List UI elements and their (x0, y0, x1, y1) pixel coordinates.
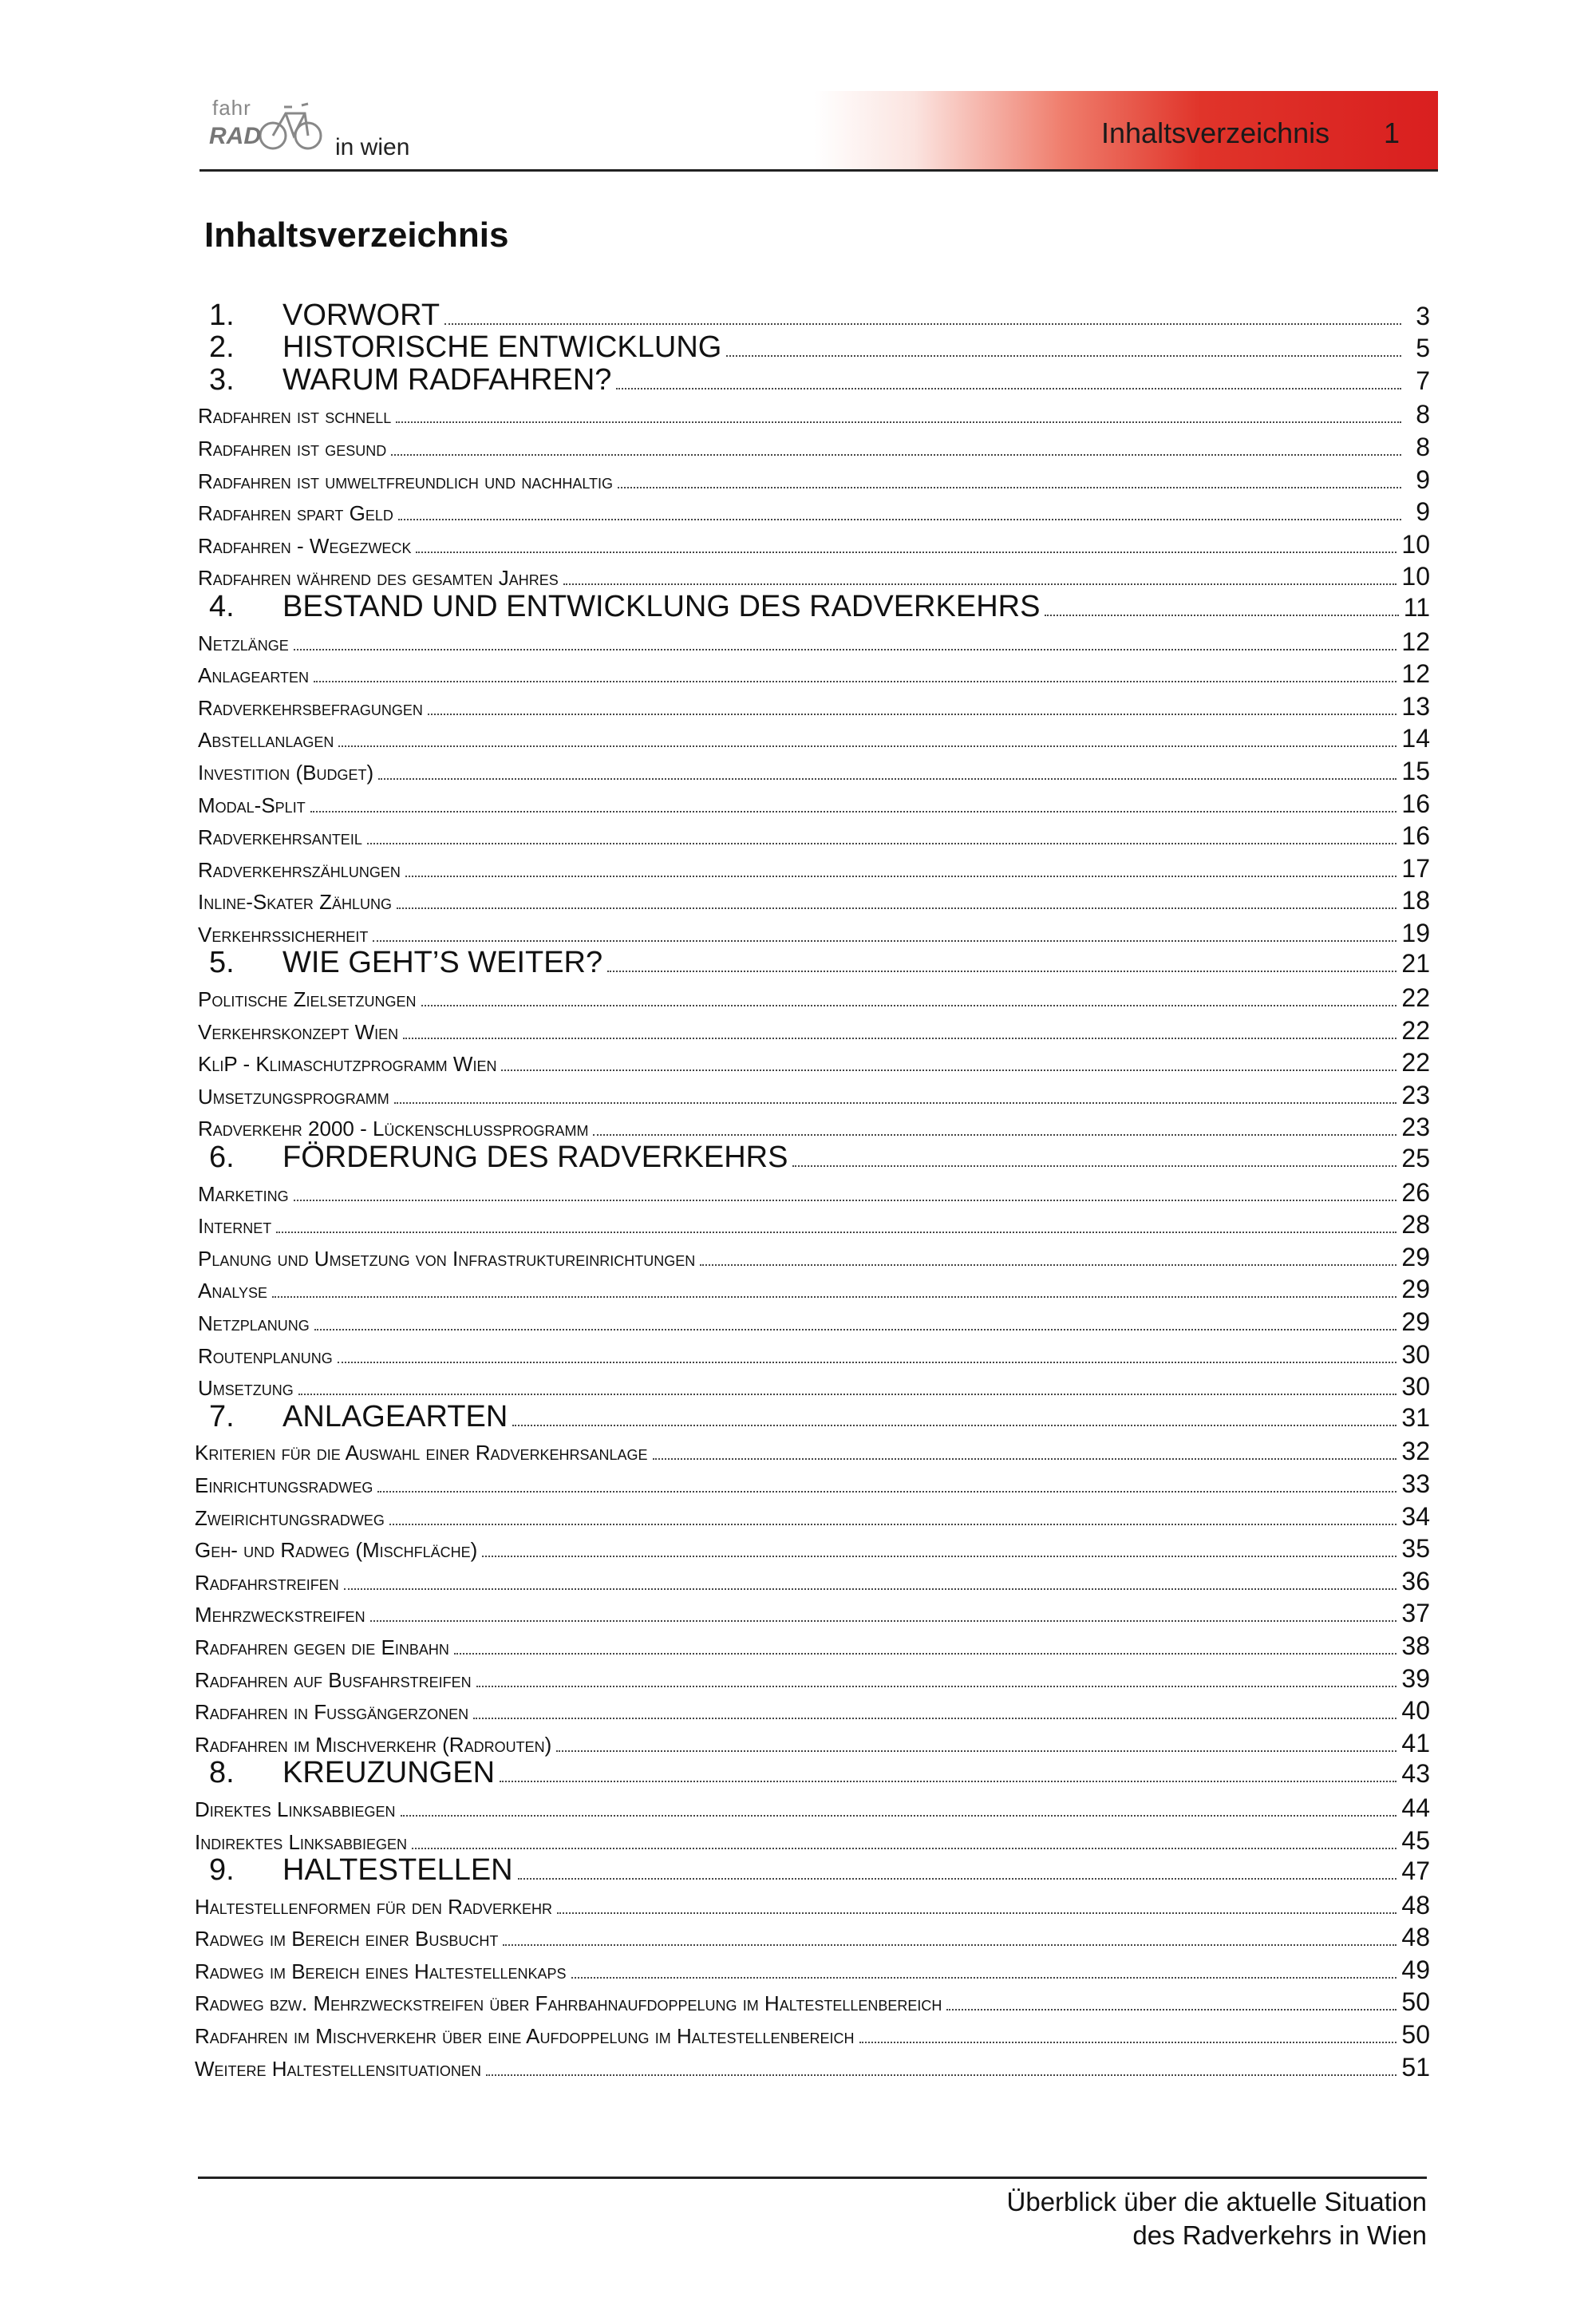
toc-section-row (0, 657, 1596, 690)
toc-section-row (0, 1370, 1596, 1402)
toc-section-title: Haltestellenformen für den Radverkehr (195, 1894, 552, 1919)
toc-entry (209, 330, 1430, 365)
toc-section-row (0, 884, 1596, 916)
toc-entry (198, 1048, 1430, 1077)
toc-section-title: Planung und Umsetzung von Infrastruktureinrichtungen (198, 1246, 696, 1271)
toc-section-title: Analyse (198, 1279, 268, 1303)
toc-dot-leader (444, 322, 1401, 325)
toc-entry (209, 363, 1430, 397)
toc-dot-leader (391, 453, 1401, 456)
toc-entry (195, 1469, 1430, 1499)
toc-entry (198, 562, 1430, 591)
toc-dot-leader (500, 1780, 1396, 1782)
toc-section-title: Indirektes Linksabbiegen (195, 1829, 407, 1854)
toc-section-title: Radfahren ist umweltfreundlich und nachhaltig (198, 469, 614, 493)
toc-section-row (0, 1564, 1596, 1596)
toc-page-number: 22 (1401, 1015, 1430, 1045)
toc-dot-leader (503, 1943, 1396, 1946)
toc-page-number: 28 (1401, 1210, 1430, 1240)
toc-section-row (0, 1208, 1596, 1240)
toc-page-number: 19 (1401, 918, 1430, 947)
footer-line-1: Überblick über die aktuelle Situation (1006, 2187, 1427, 2216)
toc-section-row (0, 1661, 1596, 1694)
toc-section-title: Mehrzweckstreifen (195, 1603, 365, 1627)
toc-entry (198, 497, 1430, 527)
toc-page-number: 26 (1401, 1177, 1430, 1207)
toc-dot-leader (272, 1295, 1396, 1298)
toc-page-number: 48 (1401, 1890, 1430, 1920)
toc-section-title: Radfahren im Mischverkehr über eine Aufdoppelung im Haltestellenbereich (195, 2024, 855, 2049)
toc-page-number: 3 (1416, 301, 1430, 330)
toc-chapter-title: VORWORT (282, 298, 440, 332)
toc-section-title: Radweg im Bereich eines Haltestellenkaps (195, 1959, 567, 1983)
toc-page-number: 21 (1401, 949, 1430, 979)
toc-dot-leader (294, 1199, 1397, 1201)
toc-chapter-title: ANLAGEARTEN (282, 1399, 508, 1433)
toc-chapter-title: WIE GEHT’S WEITER? (282, 946, 603, 980)
toc-entry (198, 1340, 1430, 1370)
toc-entry (195, 1664, 1430, 1694)
toc-entry (195, 1696, 1430, 1726)
toc-section-title: Kriterien für die Auswahl einer Radverkehrsanlage (195, 1441, 648, 1465)
toc-chapter-row (0, 1758, 1596, 1791)
toc-section-title: Radfahren gegen die Einbahn (195, 1635, 449, 1659)
toc-page-number: 22 (1401, 1048, 1430, 1077)
toc-section-row (0, 495, 1596, 528)
toc-section-title: Inline-Skater Zählung (198, 890, 393, 915)
toc-chapter-row (0, 1399, 1596, 1434)
toc-dot-leader (486, 2074, 1396, 2076)
toc-dot-leader (377, 1490, 1396, 1493)
toc-section-title: Einrichtungsradweg (195, 1473, 373, 1497)
toc-page-number: 50 (1401, 1987, 1430, 2017)
toc-section-title: Radfahren im Mischverkehr (Radrouten) (195, 1732, 552, 1757)
toc-entry (195, 1826, 1430, 1856)
toc-section-title: Radverkehr 2000 - Lückenschlussprogramm (198, 1117, 589, 1141)
toc-dot-leader (397, 907, 1396, 909)
toc-section-title: Direktes Linksabbiegen (195, 1797, 396, 1821)
toc-entry (209, 1853, 1430, 1888)
toc-dot-leader (726, 354, 1401, 357)
page-title: Inhaltsverzeichnis (204, 215, 509, 255)
toc-dot-leader (946, 2008, 1396, 2011)
toc-section-row (0, 1888, 1596, 1920)
toc-entry (209, 946, 1430, 980)
toc-dot-leader (403, 1037, 1396, 1039)
toc-chapter-row (0, 362, 1596, 397)
toc-dot-leader (370, 1619, 1397, 1622)
toc-page-number: 25 (1401, 1144, 1430, 1173)
toc-chapter-row (0, 948, 1596, 981)
toc-section-title: Radfahrstreifen (195, 1570, 339, 1595)
toc-entry (198, 983, 1430, 1013)
toc-section-row (0, 1726, 1596, 1758)
footer-text (1007, 2185, 1427, 2252)
toc-dot-leader (344, 1587, 1397, 1590)
toc-page-number: 15 (1401, 756, 1430, 785)
toc-page-number: 34 (1401, 1501, 1430, 1531)
toc-entry (198, 1275, 1430, 1304)
toc-entry (198, 854, 1430, 884)
toc-section-title: Routenplanung (198, 1343, 333, 1368)
toc-section-title: Politische Zielsetzungen (198, 987, 417, 1012)
footer-divider (198, 2177, 1427, 2179)
toc-page-number: 14 (1401, 724, 1430, 753)
toc-entry (198, 627, 1430, 657)
toc-entry (209, 1400, 1430, 1434)
toc-entry (198, 919, 1430, 948)
toc-section-title: Verkehrskonzept Wien (198, 1019, 399, 1044)
footer-line-2: des Radverkehrs in Wien (1132, 2220, 1427, 2250)
toc-entry (198, 530, 1430, 559)
toc-section-title: Radfahren während des gesamten Jahres (198, 566, 559, 591)
toc-section-title: Verkehrssicherheit (198, 922, 369, 947)
toc-entry (195, 1793, 1430, 1823)
toc-page-number: 33 (1401, 1469, 1430, 1498)
toc-entry (198, 1113, 1430, 1142)
toc-section-title: Marketing (198, 1181, 289, 1206)
toc-section-row (0, 2017, 1596, 2050)
toc-entry (209, 1756, 1430, 1790)
toc-section-row (0, 1920, 1596, 1953)
toc-dot-leader (859, 2041, 1397, 2043)
toc-dot-leader (276, 1231, 1396, 1233)
toc-section-row (0, 1823, 1596, 1856)
toc-page-number: 30 (1401, 1339, 1430, 1369)
toc-entry (198, 1016, 1430, 1046)
toc-section-row (0, 1240, 1596, 1272)
toc-section-title: Anlagearten (198, 663, 310, 688)
toc-dot-leader (378, 777, 1396, 780)
toc-entry (195, 1923, 1430, 1952)
toc-entry (198, 821, 1430, 851)
toc-entry (195, 1987, 1430, 2017)
toc-section-row (0, 429, 1596, 462)
toc-dot-leader (607, 970, 1396, 972)
toc-section-row (0, 624, 1596, 657)
toc-page-number: 23 (1401, 1080, 1430, 1109)
toc-section-title: Netzlänge (198, 631, 289, 655)
toc-page-number: 35 (1401, 1534, 1430, 1564)
toc-entry (209, 299, 1430, 333)
toc-section-title: Radweg bzw. Mehrzweckstreifen über Fahrbahnaufdoppelung im Haltestellenbereich (195, 1991, 942, 2016)
toc-page-number: 29 (1401, 1275, 1430, 1304)
toc-entry (198, 1307, 1430, 1337)
toc-section-row (0, 786, 1596, 819)
toc-page-number: 37 (1401, 1599, 1430, 1628)
header-band (814, 91, 1438, 171)
toc-section-row (0, 1790, 1596, 1823)
toc-dot-leader (314, 680, 1396, 682)
toc-dot-leader (294, 648, 1397, 650)
logo-rad-text: RAD (209, 123, 261, 149)
toc-chapter-row (0, 591, 1596, 624)
toc-section-row (0, 1985, 1596, 2018)
toc-dot-leader (593, 1133, 1396, 1136)
toc-section-title: Radverkehrsanteil (198, 825, 362, 850)
toc-section-row (0, 1110, 1596, 1143)
toc-entry (195, 1567, 1430, 1596)
toc-page-number: 8 (1416, 432, 1430, 461)
toc-page-number: 17 (1401, 853, 1430, 883)
toc-dot-leader (563, 583, 1397, 585)
toc-page-number: 9 (1416, 497, 1430, 527)
header-page-number: 1 (1384, 117, 1400, 149)
toc-dot-leader (501, 1069, 1396, 1071)
toc-page-number: 7 (1416, 366, 1430, 395)
toc-page-number: 29 (1401, 1307, 1430, 1336)
toc-entry (198, 757, 1430, 786)
toc-page-number: 9 (1416, 465, 1430, 494)
toc-section-row (0, 1952, 1596, 1985)
toc-dot-leader (412, 1847, 1396, 1849)
toc-entry (198, 1243, 1430, 1272)
toc-chapter-title: WARUM RADFAHREN? (282, 362, 612, 397)
toc-page-number: 5 (1416, 334, 1430, 363)
toc-entry (198, 1178, 1430, 1208)
toc-chapter-row (0, 1142, 1596, 1175)
toc-entry (198, 724, 1430, 753)
toc-dot-leader (571, 1976, 1397, 1979)
toc-chapter-row (0, 330, 1596, 366)
toc-dot-leader (518, 1877, 1397, 1880)
toc-page-number: 12 (1401, 627, 1430, 656)
toc-entry (198, 659, 1430, 689)
toc-entry (195, 1631, 1430, 1661)
toc-section-row (0, 1272, 1596, 1305)
toc-dot-leader (298, 1393, 1397, 1395)
toc-page-number: 41 (1401, 1728, 1430, 1757)
toc-page-number: 10 (1401, 529, 1430, 559)
toc-dot-leader (473, 1717, 1396, 1719)
toc-dot-leader (482, 1555, 1396, 1557)
toc-chapter-title: KREUZUNGEN (282, 1756, 496, 1790)
toc-chapter-number: 3. (209, 362, 235, 397)
toc-page-number: 23 (1401, 1113, 1430, 1142)
toc-section-row (0, 397, 1596, 430)
toc-dot-leader (428, 713, 1397, 715)
toc-dot-leader (557, 1912, 1396, 1914)
toc-section-title: Geh- und Radweg (Mischfläche) (195, 1538, 478, 1563)
toc-dot-leader (310, 810, 1397, 813)
toc-page-number: 39 (1401, 1663, 1430, 1693)
toc-chapter-row (0, 1853, 1596, 1888)
toc-section-row (0, 1337, 1596, 1370)
toc-entry (198, 1081, 1430, 1110)
toc-page-number: 32 (1401, 1437, 1430, 1466)
toc-page-number: 31 (1401, 1402, 1430, 1432)
toc-section-title: Umsetzung (198, 1376, 294, 1401)
toc-chapter-number: 4. (209, 589, 235, 623)
toc-page-number: 47 (1401, 1856, 1430, 1886)
toc-section-title: Umsetzungsprogramm (198, 1084, 389, 1109)
toc-section-row (0, 689, 1596, 722)
toc-entry (198, 400, 1430, 429)
toc-entry (195, 1599, 1430, 1628)
toc-chapter-number: 5. (209, 946, 235, 980)
toc-section-title: Internet (198, 1214, 272, 1239)
toc-section-title: Radfahren ist schnell (198, 404, 392, 429)
toc-page-number: 49 (1401, 1955, 1430, 1984)
toc-dot-leader (512, 1424, 1396, 1426)
toc-chapter-number: 8. (209, 1756, 235, 1790)
toc-dot-leader (401, 1814, 1397, 1817)
toc-dot-leader (476, 1685, 1397, 1687)
toc-section-row (0, 1499, 1596, 1532)
toc-chapter-title: FÖRDERUNG DES RADVERKEHRS (282, 1141, 788, 1175)
toc-dot-leader (416, 551, 1396, 553)
toc-section-title: Investition (Budget) (198, 760, 374, 785)
toc-page-number: 40 (1401, 1696, 1430, 1726)
toc-section-row (0, 980, 1596, 1013)
toc-page-number: 48 (1401, 1923, 1430, 1952)
toc-dot-leader (389, 1523, 1397, 1525)
toc-section-title: KliP - Klimaschutzprogramm Wien (198, 1052, 497, 1077)
toc-section-row (0, 2050, 1596, 2082)
table-of-contents (0, 300, 1596, 2082)
toc-entry (209, 590, 1430, 624)
toc-dot-leader (394, 1101, 1397, 1104)
toc-dot-leader (338, 1361, 1397, 1363)
toc-page-number: 29 (1401, 1242, 1430, 1271)
toc-page-number: 50 (1401, 2020, 1430, 2050)
logo-fahr-text: fahr (212, 96, 251, 120)
toc-section-row (0, 1532, 1596, 1564)
toc-section-title: Radfahren in Fußgängerzonen (195, 1700, 469, 1725)
toc-page-number: 51 (1401, 2052, 1430, 2082)
toc-section-title: Zweirichtungsradweg (195, 1505, 385, 1530)
toc-entry (209, 1141, 1430, 1175)
toc-section-title: Radweg im Bereich einer Busbucht (195, 1927, 499, 1951)
toc-page-number: 38 (1401, 1631, 1430, 1660)
toc-page-number: 44 (1401, 1793, 1430, 1822)
toc-page-number: 16 (1401, 789, 1430, 818)
toc-section-row (0, 753, 1596, 786)
toc-dot-leader (421, 1004, 1397, 1006)
toc-section-row (0, 851, 1596, 884)
toc-chapter-number: 9. (209, 1853, 235, 1888)
toc-section-row (0, 1175, 1596, 1208)
toc-dot-leader (367, 842, 1397, 844)
toc-entry (198, 1210, 1430, 1240)
toc-entry (195, 1729, 1430, 1758)
toc-section-row (0, 527, 1596, 559)
toc-section-title: Radfahren - Wegezweck (198, 533, 412, 558)
toc-section-row (0, 1596, 1596, 1629)
toc-page-number: 45 (1401, 1825, 1430, 1855)
toc-section-row (0, 1694, 1596, 1726)
toc-entry (198, 692, 1430, 722)
toc-entry (195, 1502, 1430, 1532)
toc-chapter-row (0, 300, 1596, 333)
toc-dot-leader (314, 1328, 1397, 1330)
toc-dot-leader (405, 875, 1397, 877)
toc-section-title: Radverkehrszählungen (198, 857, 401, 882)
toc-dot-leader (618, 486, 1401, 488)
toc-section-row (0, 1466, 1596, 1499)
toc-section-row (0, 819, 1596, 852)
toc-entry (195, 1891, 1430, 1920)
toc-section-title: Modal-Split (198, 793, 306, 817)
toc-section-row (0, 1434, 1596, 1467)
toc-dot-leader (396, 421, 1401, 423)
toc-page-number: 18 (1401, 886, 1430, 915)
toc-section-title: Radfahren auf Busfahrstreifen (195, 1667, 472, 1692)
toc-dot-leader (338, 745, 1396, 747)
toc-section-row (0, 1304, 1596, 1337)
toc-page-number: 8 (1416, 400, 1430, 429)
toc-page-number: 10 (1401, 562, 1430, 591)
toc-dot-leader (373, 939, 1396, 942)
toc-chapter-title: HALTESTELLEN (282, 1853, 513, 1888)
toc-dot-leader (700, 1263, 1396, 1266)
toc-section-row (0, 915, 1596, 948)
toc-chapter-title: BESTAND UND ENTWICKLUNG DES RADVERKEHRS (282, 589, 1041, 623)
toc-dot-leader (792, 1164, 1396, 1167)
toc-page-number: 36 (1401, 1566, 1430, 1595)
toc-dot-leader (1045, 614, 1398, 616)
toc-chapter-number: 7. (209, 1399, 235, 1433)
toc-entry (195, 1955, 1430, 1985)
toc-entry (198, 1372, 1430, 1402)
toc-chapter-title: HISTORISCHE ENTWICKLUNG (282, 330, 722, 365)
toc-dot-leader (556, 1750, 1396, 1752)
logo-subtitle: in wien (335, 134, 410, 160)
toc-page-number: 43 (1401, 1759, 1430, 1789)
toc-section-title: Radfahren ist gesund (198, 436, 387, 461)
toc-page-number: 30 (1401, 1372, 1430, 1402)
toc-section-row (0, 722, 1596, 754)
toc-chapter-number: 1. (209, 298, 235, 332)
toc-section-row (0, 1628, 1596, 1661)
toc-page-number: 13 (1401, 691, 1430, 721)
toc-page-number: 12 (1401, 659, 1430, 689)
logo (206, 86, 429, 166)
toc-section-title: Abstellanlagen (198, 728, 334, 753)
toc-entry (198, 465, 1430, 495)
toc-dot-leader (398, 518, 1401, 520)
toc-entry (195, 2053, 1430, 2082)
toc-entry (195, 2020, 1430, 2050)
bicycle-icon (252, 86, 326, 160)
header-section-title: Inhaltsverzeichnis (1101, 117, 1330, 149)
toc-section-title: Radverkehrsbefragungen (198, 695, 423, 720)
toc-section-row (0, 559, 1596, 592)
toc-entry (198, 886, 1430, 915)
toc-section-row (0, 1077, 1596, 1110)
toc-entry (195, 1437, 1430, 1466)
toc-entry (195, 1534, 1430, 1564)
toc-entry (198, 789, 1430, 819)
toc-dot-leader (653, 1457, 1397, 1460)
toc-page-number: 11 (1403, 592, 1430, 622)
toc-section-title: Radfahren spart Geld (198, 501, 393, 526)
header-divider (200, 169, 1438, 172)
toc-chapter-number: 6. (209, 1141, 235, 1175)
toc-chapter-number: 2. (209, 330, 235, 365)
toc-section-title: Weitere Haltestellensituationen (195, 2056, 481, 2081)
toc-section-row (0, 1046, 1596, 1078)
toc-page-number: 22 (1401, 983, 1430, 1013)
toc-entry (198, 433, 1430, 462)
toc-section-row (0, 1013, 1596, 1046)
toc-dot-leader (454, 1652, 1397, 1655)
toc-dot-leader (616, 387, 1401, 389)
toc-section-title: Netzplanung (198, 1311, 310, 1335)
toc-page-number: 16 (1401, 821, 1430, 851)
toc-section-row (0, 462, 1596, 495)
